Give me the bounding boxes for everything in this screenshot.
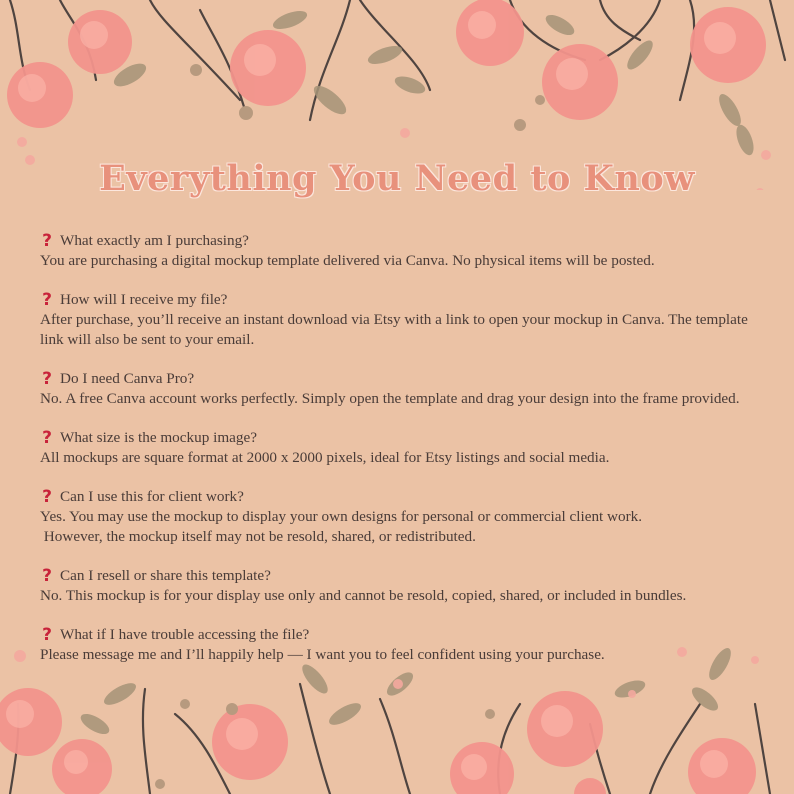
- faq-question-text: Can I use this for client work?: [60, 488, 244, 505]
- floral-border-bottom: [0, 644, 794, 794]
- faq-answer: You are purchasing a digital mockup template delivered via Canva. No physical items will be posted.: [40, 252, 655, 269]
- faq-question-text: What size is the mockup image?: [60, 429, 257, 446]
- faq-item: [40, 566, 760, 606]
- faq-question-text: How will I receive my file?: [60, 291, 228, 308]
- faq-question: [40, 290, 760, 310]
- faq-question: [40, 428, 760, 448]
- faq-question: [40, 566, 760, 586]
- faq-question: [40, 231, 760, 251]
- question-mark-icon: ?: [42, 566, 52, 586]
- faq-answer: No. This mockup is for your display use only and cannot be resold, copied, shared, or included in bundles.: [40, 587, 687, 604]
- faq-question: [40, 625, 760, 645]
- question-mark-icon: ?: [42, 290, 52, 310]
- question-mark-icon: ?: [42, 369, 52, 389]
- faq-item: [40, 428, 760, 468]
- faq-question: [40, 487, 760, 507]
- faq-question-text: Can I resell or share this template?: [60, 567, 271, 584]
- page-title: Everything You Need to Know: [99, 158, 695, 199]
- faq-item: [40, 487, 760, 547]
- faq-question: [40, 369, 760, 389]
- faq-answer: Yes. You may use the mockup to display your own designs for personal or commercial client work. However, the mockup itself may not be resold, shared, or redistributed.: [40, 508, 643, 545]
- faq-answer: Please message me and I’ll happily help — I want you to feel confident using your purchase.: [40, 646, 605, 663]
- faq-question-text: What if I have trouble accessing the file?: [60, 626, 310, 643]
- faq-item: [40, 369, 760, 409]
- faq-answer: After purchase, you’ll receive an instant download via Etsy with a link to open your mockup in Canva. The template link will also be sent to your email.: [40, 311, 752, 348]
- faq-question-text: What exactly am I purchasing?: [60, 232, 249, 249]
- faq-list: [40, 231, 760, 684]
- question-mark-icon: ?: [42, 487, 52, 507]
- question-mark-icon: ?: [42, 625, 52, 645]
- faq-answer: No. A free Canva account works perfectly. Simply open the template and drag your design into the frame provided.: [40, 390, 740, 407]
- faq-question-text: Do I need Canva Pro?: [60, 370, 195, 387]
- faq-item: [40, 231, 760, 271]
- question-mark-icon: ?: [42, 428, 52, 448]
- faq-item: [40, 290, 760, 350]
- faq-answer: All mockups are square format at 2000 x 2000 pixels, ideal for Etsy listings and social media.: [40, 449, 610, 466]
- question-mark-icon: ?: [42, 231, 52, 251]
